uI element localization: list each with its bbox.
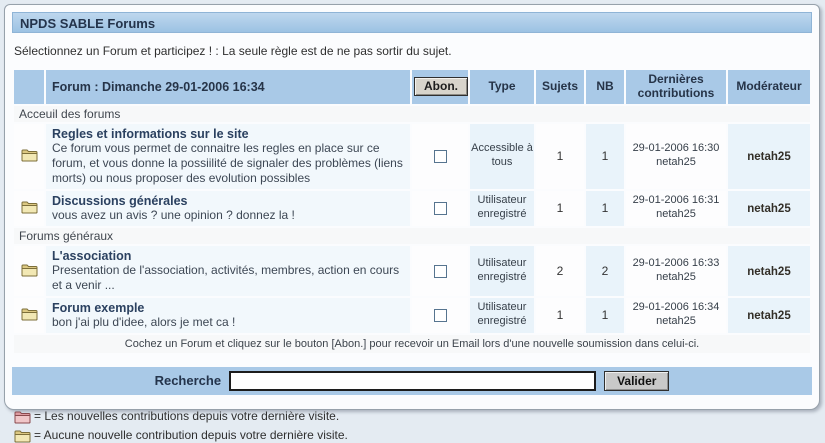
column-header-moderateur: Modérateur xyxy=(728,70,810,104)
forum-title-link[interactable]: L'association xyxy=(52,248,132,263)
forum-type: Utilisateur enregistré xyxy=(470,191,534,226)
legend-item-new xyxy=(14,409,812,424)
forum-nb-count: 1 xyxy=(586,191,624,226)
forum-moderator: netah25 xyxy=(747,151,791,164)
forum-subtitle: Sélectionnez un Forum et participez ! : La seule règle est de ne pas sortir du sujet. xyxy=(14,44,452,58)
forum-type: Utilisateur enregistré xyxy=(470,246,534,296)
forum-title-link[interactable]: Regles et informations sur le site xyxy=(52,126,249,141)
yellow-folder-icon xyxy=(21,147,38,162)
table-row xyxy=(14,124,810,189)
section-label: Acceuil des forums xyxy=(14,106,810,122)
column-header-dernieres: Dernières contributions xyxy=(626,70,726,104)
forum-nb-count: 1 xyxy=(586,124,624,189)
forum-last-contribution xyxy=(626,246,726,296)
legend-text-new: = Les nouvelles contributions depuis votre dernière visite. xyxy=(34,409,340,424)
forum-icon-cell xyxy=(14,246,44,296)
last-contribution-date: 29-01-2006 16:30 xyxy=(632,142,720,155)
column-header-sujets: Sujets xyxy=(536,70,584,104)
search-label: Recherche xyxy=(154,373,222,389)
forum-icon-cell xyxy=(14,124,44,189)
abon-help-text: Cochez un Forum et cliquez sur le bouton [Abon.] pour recevoir un Email lors d'une nouvelle soumission dans celui-ci. xyxy=(14,335,810,353)
last-contribution-date: 29-01-2006 16:31 xyxy=(632,194,720,207)
last-contribution-user: netah25 xyxy=(656,315,696,328)
section-row-acceuil xyxy=(14,106,810,122)
forum-sujets-count: 2 xyxy=(536,246,584,296)
last-contribution-user: netah25 xyxy=(656,208,696,221)
forum-sujets-count: 1 xyxy=(536,298,584,333)
forum-last-contribution xyxy=(626,124,726,189)
forum-sujets-count: 1 xyxy=(536,124,584,189)
last-contribution-user: netah25 xyxy=(656,156,696,169)
last-contribution-user: netah25 xyxy=(656,270,696,283)
abon-checkbox[interactable] xyxy=(434,202,447,215)
abon-checkbox[interactable] xyxy=(434,265,447,278)
forum-moderator: netah25 xyxy=(747,203,791,216)
forum-nb-count: 1 xyxy=(586,298,624,333)
column-header-nb: NB xyxy=(586,70,624,104)
abon-checkbox[interactable] xyxy=(434,309,447,322)
forum-title-link[interactable]: Forum exemple xyxy=(52,300,145,315)
yellow-folder-icon xyxy=(21,199,38,214)
search-input[interactable] xyxy=(229,371,596,391)
header-icon-spacer xyxy=(14,70,44,104)
table-header-row xyxy=(14,70,810,104)
forums-table xyxy=(12,68,812,355)
yellow-folder-icon xyxy=(21,262,38,277)
forum-type: Accessible à tous xyxy=(470,124,534,189)
forum-moderator: netah25 xyxy=(747,310,791,323)
column-header-type: Type xyxy=(470,70,534,104)
last-contribution-date: 29-01-2006 16:34 xyxy=(632,301,720,314)
search-bar xyxy=(12,367,812,395)
table-row xyxy=(14,191,810,226)
forum-nb-count: 2 xyxy=(586,246,624,296)
forum-icon-cell xyxy=(14,298,44,333)
legend xyxy=(14,409,812,443)
forum-description: Ce forum vous permet de connaitre les regles en place sur ce forum, et vous donne la possiilité de signaler des problèmes (liens morts) ou nous proposer des evolution possibles xyxy=(52,140,403,185)
legend-text-none: = Aucune nouvelle contribution depuis votre dernière visite. xyxy=(34,428,348,443)
forum-icon-cell xyxy=(14,191,44,226)
table-row xyxy=(14,246,810,296)
forum-description: Presentation de l'association, activités, membres, action en cours et a venir ... xyxy=(52,262,400,292)
yellow-folder-icon xyxy=(21,306,38,321)
table-row xyxy=(14,298,810,333)
section-label: Forums généraux xyxy=(14,228,810,244)
forum-last-contribution xyxy=(626,191,726,226)
legend-item-none xyxy=(14,428,812,443)
red-folder-icon xyxy=(14,409,31,424)
forum-description: vous avez un avis ? une opinion ? donnez la ! xyxy=(52,207,295,222)
column-header-forum: Forum : Dimanche 29-01-2006 16:34 xyxy=(46,70,410,104)
yellow-folder-icon xyxy=(14,428,31,443)
forum-moderator: netah25 xyxy=(747,265,791,278)
forum-sujets-count: 1 xyxy=(536,191,584,226)
footnote-row xyxy=(14,335,810,353)
section-row-generaux xyxy=(14,228,810,244)
valider-button[interactable]: Valider xyxy=(604,371,669,391)
forums-panel xyxy=(4,4,820,443)
abon-checkbox[interactable] xyxy=(434,150,447,163)
forum-description: bon j'ai plu d'idee, alors je met ca ! xyxy=(52,314,236,329)
forum-last-contribution xyxy=(626,298,726,333)
page-title: NPDS SABLE Forums xyxy=(12,12,812,33)
abon-button[interactable]: Abon. xyxy=(414,77,468,96)
forum-title-link[interactable]: Discussions générales xyxy=(52,193,188,208)
column-header-abon xyxy=(412,70,468,104)
last-contribution-date: 29-01-2006 16:33 xyxy=(632,256,720,269)
forum-type: Utilisateur enregistré xyxy=(470,298,534,333)
